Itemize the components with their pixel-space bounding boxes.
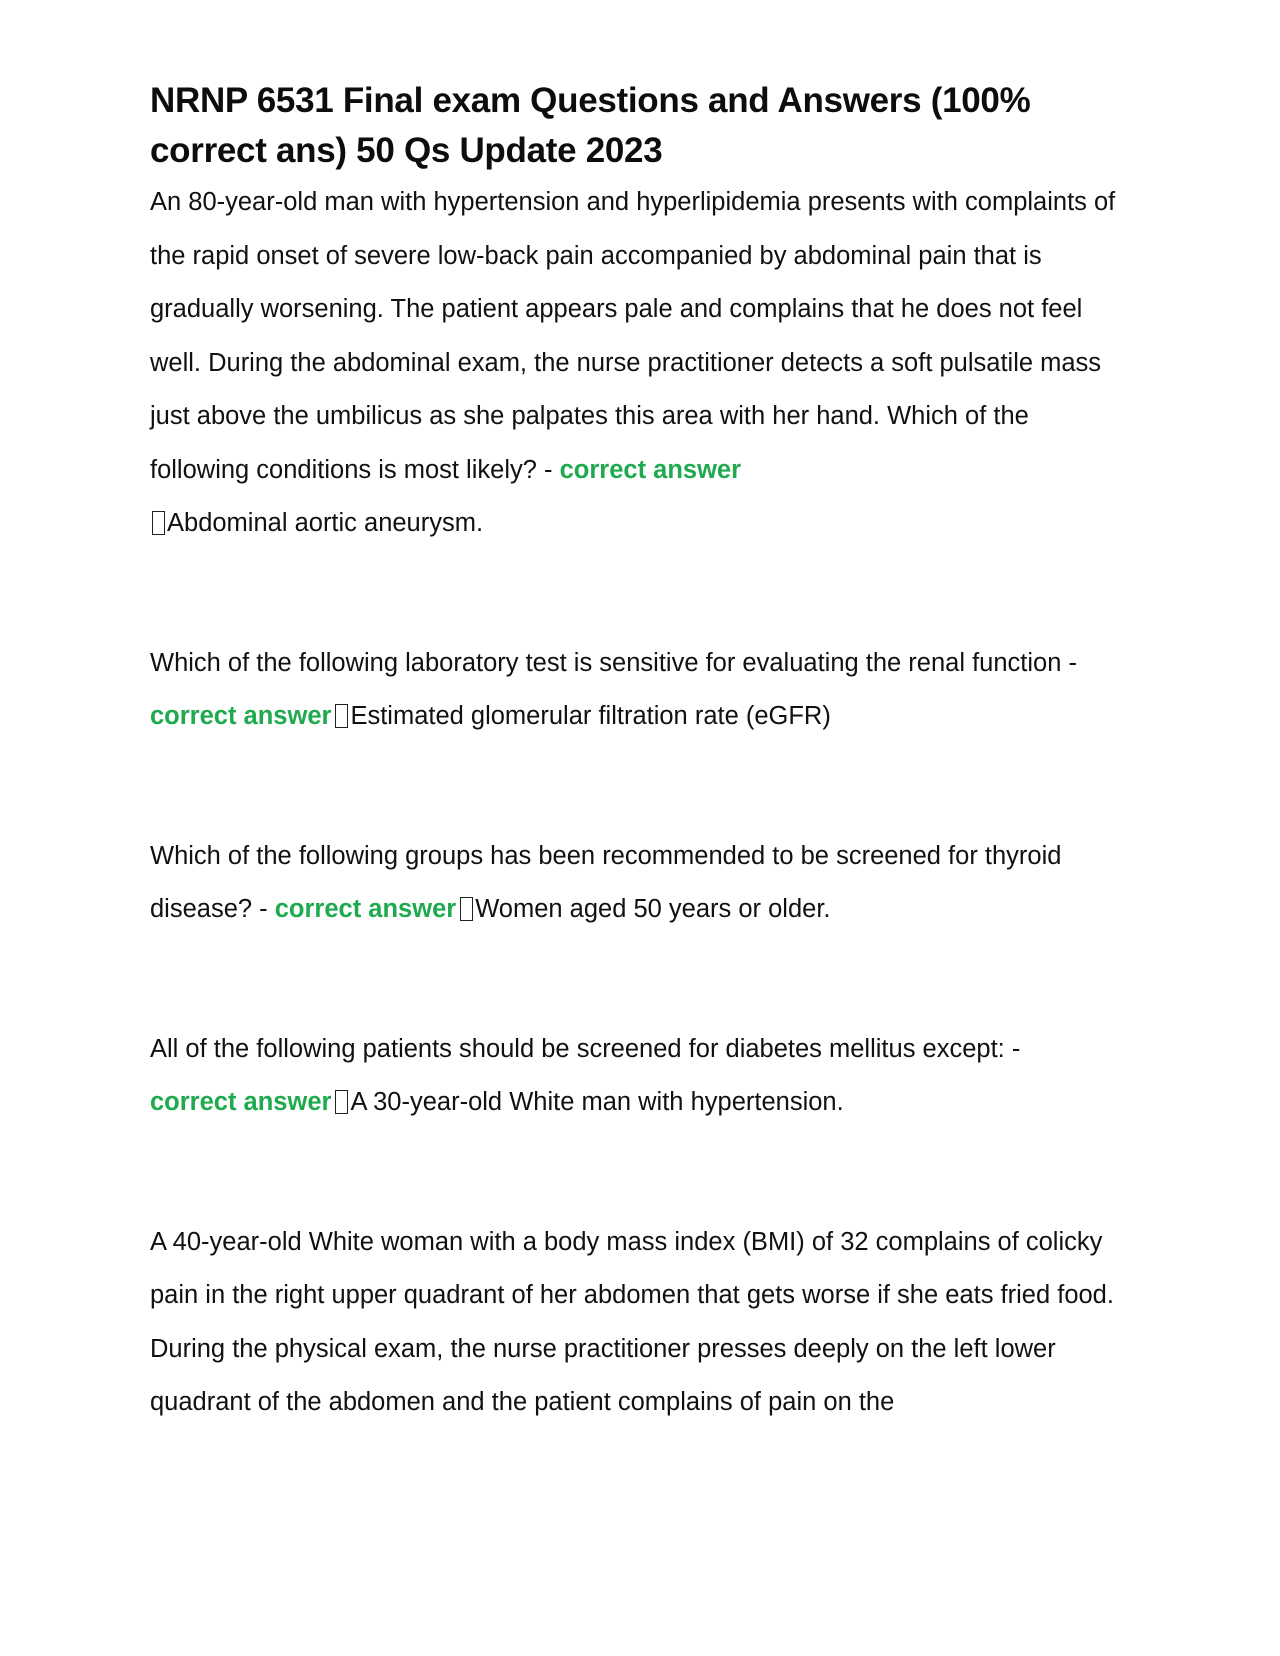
question-text: A 40-year-old White woman with a body mass index (BMI) of 32 complains of colicky pain in the right upper quadrant of her abdomen that gets worse if she eats fried food. During the physical exam, the nurse practitioner presses deeply on the left lower quadrant of the abdomen and the patient complains of pain on the	[150, 1227, 1114, 1416]
correct-answer-label: correct answer	[274, 895, 457, 923]
correct-answer-label: correct answer	[559, 455, 742, 484]
separator: -	[252, 895, 275, 923]
correct-answer-label: correct answer	[150, 702, 332, 730]
answer-text: Abdominal aortic aneurysm.	[167, 509, 484, 537]
missing-glyph-icon	[460, 897, 473, 921]
qa-entry	[150, 176, 1134, 551]
answer-text: A 30-year-old White man with hypertension.	[350, 1088, 844, 1116]
separator: -	[1061, 648, 1077, 677]
separator: -	[1004, 1034, 1021, 1063]
missing-glyph-icon	[335, 704, 348, 728]
question-text: An 80-year-old man with hypertension and hyperlipidemia presents with complaints of the rapid onset of severe low-back pain accompanied by abdominal pain that is gradually worsening. The patient appears pale and complains that he does not feel well. During the abdominal exam, the nurse practitioner detects a soft pulsatile mass just above the umbilicus as she palpates this area with her hand. Which of the following conditions is most likely?	[150, 188, 1116, 484]
qa-entry	[150, 637, 1134, 744]
missing-glyph-icon	[335, 1090, 348, 1114]
question-text: All of the following patients should be screened for diabetes mellitus except:	[150, 1034, 1005, 1063]
qa-entry	[150, 1023, 1134, 1130]
question-text: Which of the following laboratory test is sensitive for evaluating the renal function	[150, 648, 1062, 677]
missing-glyph-icon	[152, 511, 165, 535]
separator: -	[536, 455, 560, 484]
answer-text: Estimated glomerular filtration rate (eGFR)	[350, 702, 831, 730]
question-text: Which of the following groups has been recommended to be screened for thyroid disease?	[150, 841, 1062, 923]
answer-text: Women aged 50 years or older.	[475, 895, 831, 923]
qa-entry	[150, 830, 1134, 937]
qa-entry	[150, 1216, 1134, 1430]
document-title: NRNP 6531 Final exam Questions and Answers (100% correct ans) 50 Qs Update 2023	[150, 81, 1031, 170]
document-page	[150, 76, 1134, 1430]
correct-answer-label: correct answer	[150, 1088, 332, 1116]
